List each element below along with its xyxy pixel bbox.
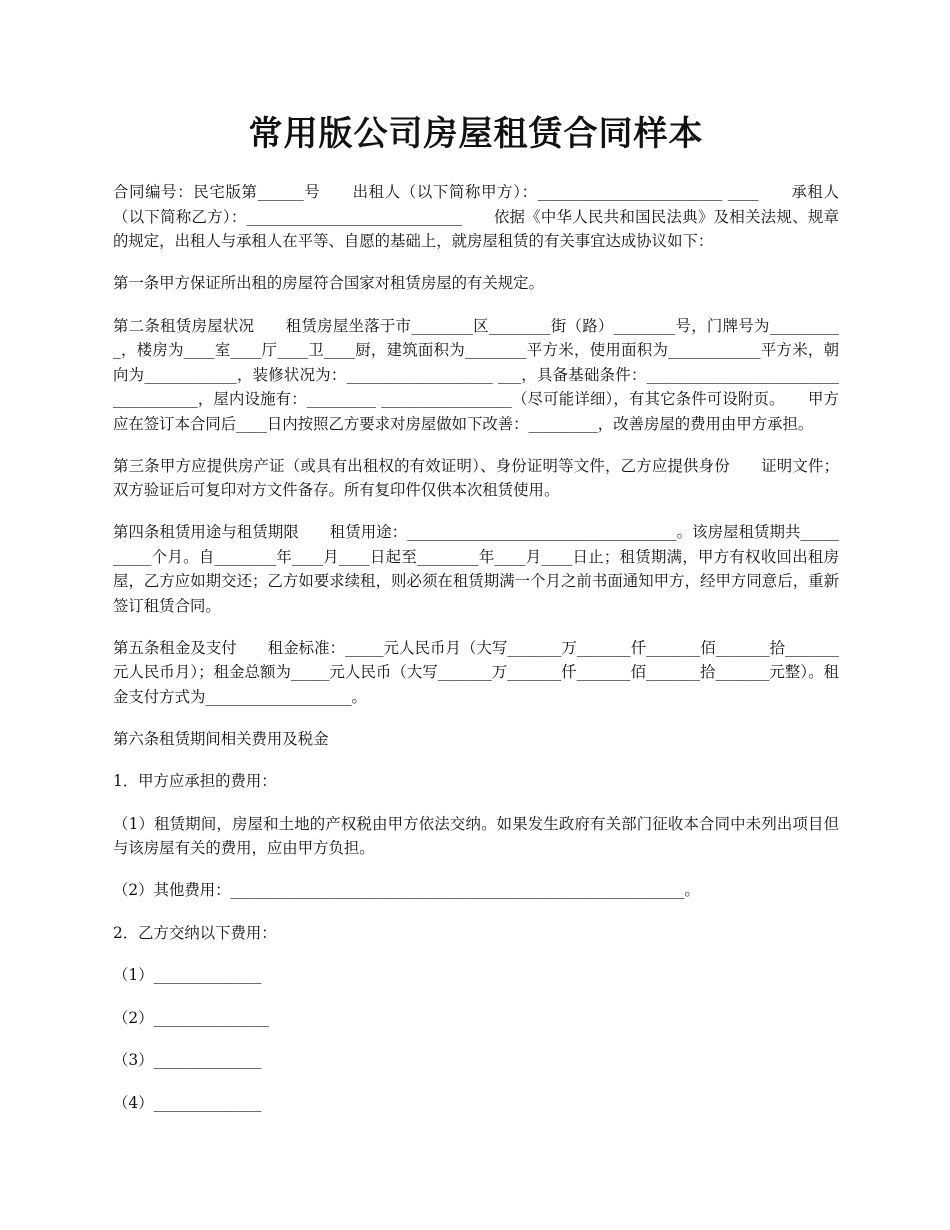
article-1: 第一条甲方保证所出租的房屋符合国家对租赁房屋的有关规定。: [113, 274, 544, 292]
party-a-cost-item-1: （1）租赁期间，房屋和土地的产权税由甲方依法交纳。如果发生政府有关部门征收本合同中未列出项目但与该房屋有关的费用，应由甲方负担。: [113, 814, 839, 857]
article-4: 第四条租赁用途与租赁期限 租赁用途：___________________________________。该房屋租赁期共__________个月。自________年____月____日起至________年____月____日止；租赁期满，甲方有权收回出租房屋，乙方应如期交还；乙方如要求续租，则必须在租赁期满一个月之前书面通知甲方，经甲方同意后，重新签订租赁合同。: [113, 523, 839, 615]
party-a-costs-heading: 1．甲方应承担的费用：: [113, 772, 277, 790]
article-6-heading: 第六条租赁期间相关费用及税金: [113, 729, 329, 748]
document-title: 常用版公司房屋租赁合同样本: [248, 114, 704, 154]
party-b-costs-heading: 2．乙方交纳以下费用：: [113, 923, 277, 942]
article-2: 第二条租赁房屋状况 租赁房屋坐落于市________区________街（路）________号，门牌号为__________，楼房为____室____厅____卫____厨，建筑面积为________平方米，使用面积为____________平方米，朝向为____________，装修状况为：___________________ ___，具备基础条件：____________________________________，屋内设施有：_________ _________________（尽可能详细），有其它条件可设附页。 甲方应在签订本合同后____日内按照乙方要求对房屋做如下改善：_________，改善房屋的费用由甲方承担。: [113, 316, 839, 433]
party-a-cost-item-2: （2）其他费用：___________________________________________________________。: [113, 881, 700, 899]
party-b-cost-item-4: （4）______________: [113, 1093, 262, 1112]
party-b-cost-item-1: （1）______________: [113, 966, 262, 984]
party-b-cost-item-3: （3）______________: [113, 1051, 262, 1069]
article-5: 第五条租金及支付 租金标准：_____元人民币月（大写_______万_______仟_______佰_______拾_______元人民币月）；租金总额为_____元人民币（大写_______万_______仟_______佰_______拾_______元整）。租金支付方式为___________________。: [113, 638, 839, 706]
document-body: [113, 180, 839, 1133]
contract-preamble: 合同编号：民宅版第______号 出租人（以下简称甲方）：________________________ ____ 承租人（以下简称乙方）：____________________________ 依据《中华人民共和国民法典》及相关法规、规章的规定，出租人与承租人在平等、自愿的基础上，就房屋租赁的有关事宜达成协议如下：: [113, 183, 839, 250]
party-b-cost-item-2: （2）_______________: [113, 1008, 270, 1027]
article-3: 第三条甲方应提供房产证（或具有出租权的有效证明）、身份证明等文件，乙方应提供身份 证明文件；双方验证后可复印对方文件备存。所有复印件仅供本次租赁使用。: [113, 456, 839, 499]
